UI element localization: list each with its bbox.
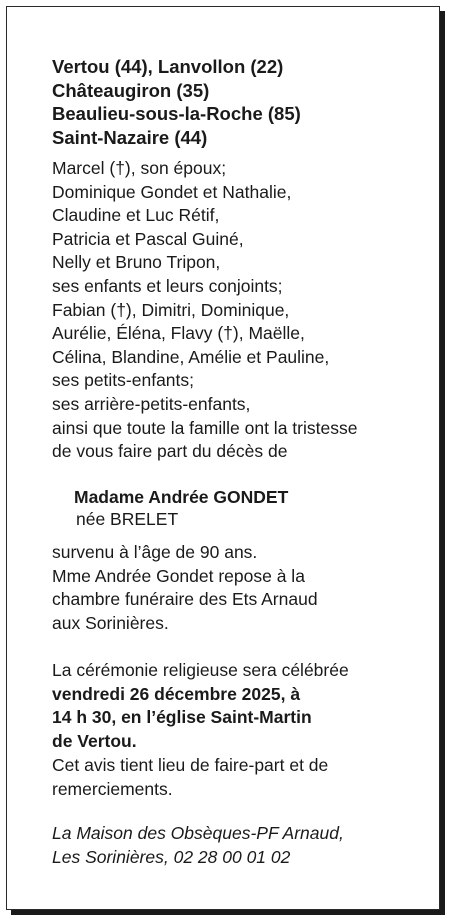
family-line: de vous faire part du décès de: [52, 441, 288, 462]
family-line: Aurélie, Éléna, Flavy (†), Maëlle,: [52, 323, 305, 344]
ceremony-time-place: 14 h 30, en l’église Saint-Martin: [52, 707, 312, 728]
family-line: ses enfants et leurs conjoints;: [52, 275, 283, 296]
detail-line: Mme Andrée Gondet repose à la: [52, 565, 305, 586]
signature-line: Les Sorinières, 02 28 00 01 02: [52, 846, 291, 867]
detail-line: survenu à l’âge de 90 ans.: [52, 542, 258, 562]
ceremony-intro: La cérémonie religieuse sera célébrée: [52, 660, 349, 680]
funeral-home-signature: [52, 822, 432, 869]
family-line: ses petits-enfants;: [52, 370, 195, 391]
obituary-notice: [6, 6, 440, 910]
family-line: Dominique Gondet et Nathalie,: [52, 181, 292, 202]
family-line: Marcel (†), son époux;: [52, 158, 227, 178]
deceased-name: Madame Andrée GONDET: [74, 487, 289, 507]
ceremony-town: de Vertou.: [52, 731, 137, 752]
places-heading: [52, 55, 432, 150]
ceremony-date: vendredi 26 décembre 2025, à: [52, 683, 301, 704]
closing-line: Cet avis tient lieu de faire-part et de: [52, 754, 329, 775]
place-line: Saint-Nazaire (44): [52, 127, 208, 149]
family-line: Patricia et Pascal Guiné,: [52, 228, 244, 249]
family-line: Célina, Blandine, Amélie et Pauline,: [52, 346, 330, 367]
place-line: Châteaugiron (35): [52, 79, 210, 101]
maiden-name: née BRELET: [76, 509, 179, 529]
closing-line: remerciements.: [52, 778, 173, 799]
deceased-block: [74, 486, 288, 530]
family-line: Nelly et Bruno Tripon,: [52, 252, 221, 273]
place-line: Vertou (44), Lanvollon (22): [52, 56, 284, 77]
signature-line: La Maison des Obsèques-PF Arnaud,: [52, 823, 344, 843]
family-line: ainsi que toute la famille ont la tristesse: [52, 417, 358, 438]
ceremony-details: [52, 659, 432, 801]
passing-details: [52, 541, 432, 636]
family-line: ses arrière-petits-enfants,: [52, 393, 251, 414]
place-line: Beaulieu-sous-la-Roche (85): [52, 103, 301, 125]
detail-line: aux Sorinières.: [52, 613, 169, 634]
family-line: Fabian (†), Dimitri, Dominique,: [52, 299, 290, 320]
family-line: Claudine et Luc Rétif,: [52, 205, 220, 226]
family-list: [52, 157, 432, 464]
detail-line: chambre funéraire des Ets Arnaud: [52, 589, 318, 610]
